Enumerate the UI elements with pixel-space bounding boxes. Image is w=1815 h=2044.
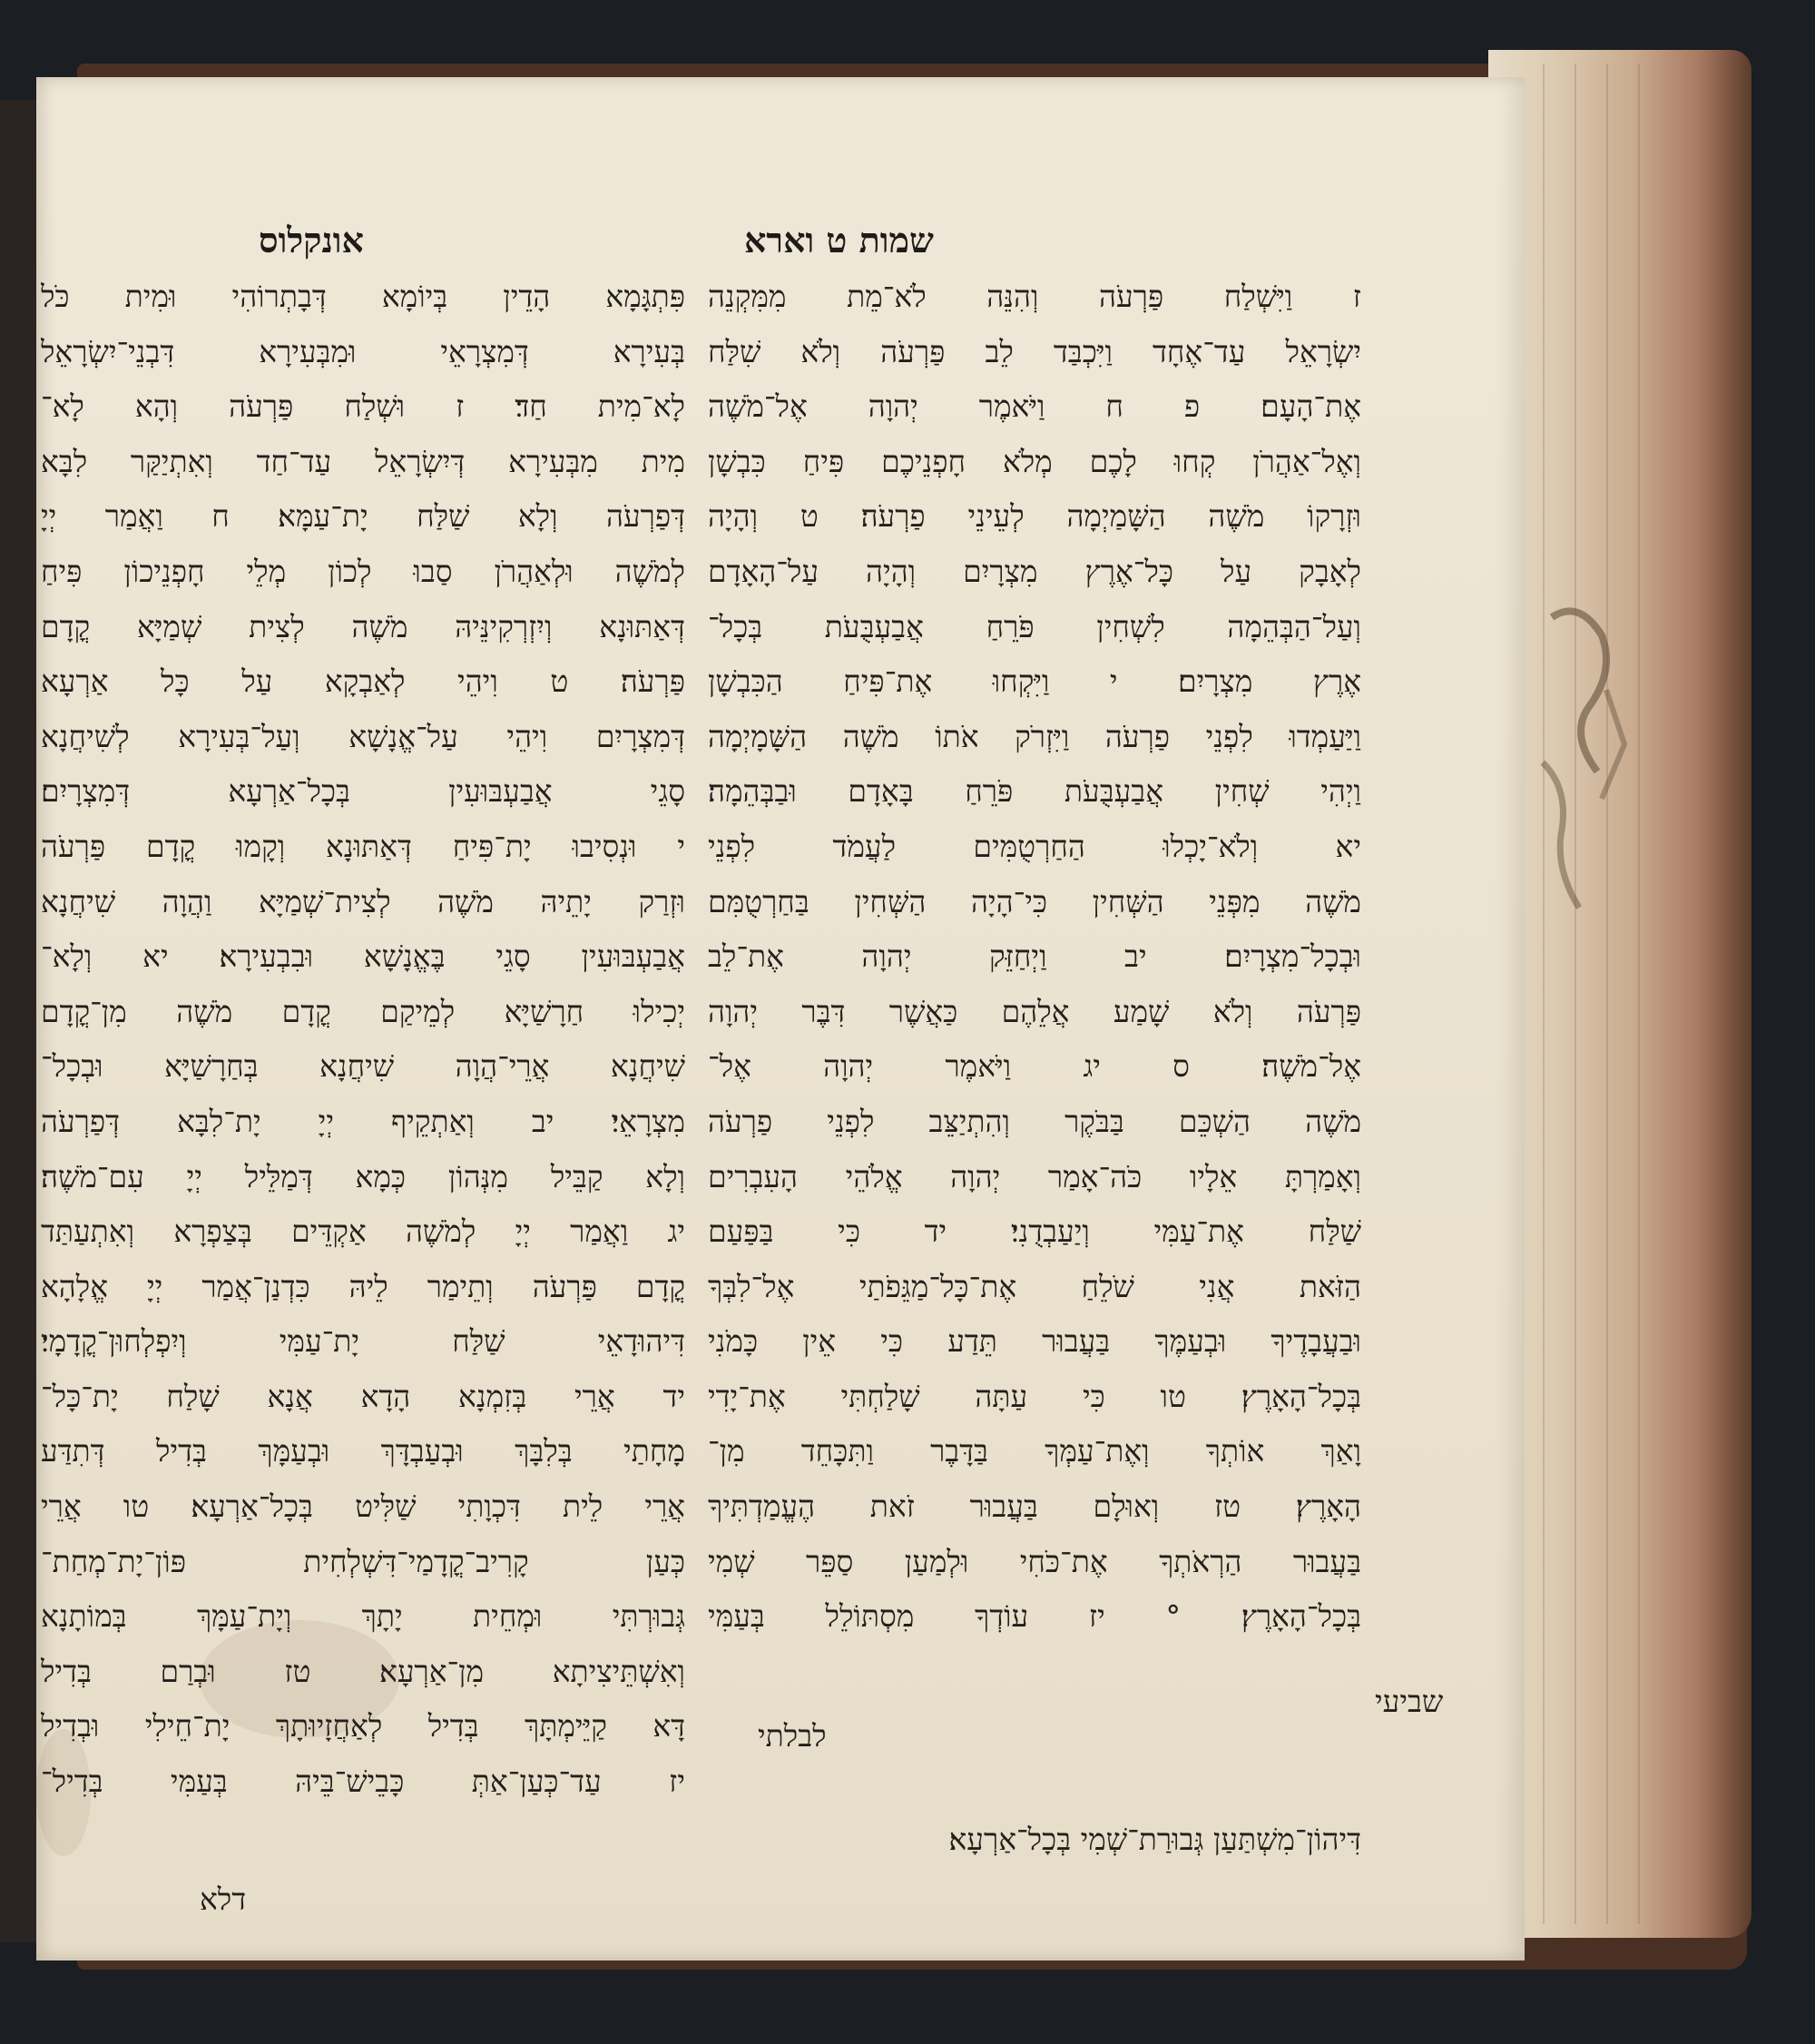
- onkelos-text-line: דְּפַרְעֹה וְלָא שַׁלַּח יָת־עַמָּא׃ ח וַאֲמַר יְיָ: [41, 498, 685, 535]
- torah-text-column: [708, 270, 1361, 1645]
- onkelos-continuation-line: דִּיהוֹן־מִשְׁתַּעַן גְּבוּרַת־שְׁמִי בְּכָל־אַרְעָא׃: [948, 1822, 1361, 1857]
- torah-text-line: מֹשֶׁה מִפְּנֵי הַשְּׁחִין כִּי־הָיָה הַשְּׁחִין בַּחַרְטֻמִּם: [708, 883, 1361, 919]
- onkelos-text-line: מִצְרָאֵי׃ יב וְאַתְקֵיף יְיָ יָת־לִבָּא דְּפַרְעֹה: [41, 1103, 685, 1139]
- torah-text-line: מֹשֶׁה הַשְׁכֵּם בַּבֹּקֶר וְהִתְיַצֵּב לִפְנֵי פַרְעֹה: [708, 1103, 1361, 1139]
- catchword-onkelos: דלא: [200, 1882, 247, 1917]
- torah-text-line: ז וַיִּשְׁלַח פַּרְעֹה וְהִנֵּה לֹא־מֵת מִמִּקְנֵה: [708, 279, 1361, 314]
- torah-text-line: וּזְרָקוֹ מֹשֶׁה הַשָּׁמַיְמָה לְעֵינֵי פַרְעֹה׃ ט וְהָיָה: [708, 498, 1361, 535]
- onkelos-text-line: מִית מִבְּעִירָא דְּיִשְׂרָאֵל עַד־חַד וְאִתְיַקַּר לִבָּא: [41, 443, 685, 479]
- torah-text-line: שַׁלַּח אֶת־עַמִּי וְיַעַבְדֻנִי׃ יד כִּי בַּפַּעַם: [708, 1214, 1361, 1250]
- onkelos-text-line: דָּא קַיֵּימְתָּךְ בְּדִיל לְאַחֲזָיוּתָךְ יָת־חֵילִי וּבְדִיל: [41, 1708, 685, 1744]
- onkelos-text-line: דִּיהוּדָאֵי שַׁלַּח יָת־עַמִּי וְיִפְלְחוּן־קֳדָמָי׃: [41, 1323, 685, 1360]
- torah-text-line: וּבְכָל־מִצְרָיִם׃ יב וַיְחַזֵּק יְהוָה אֶת־לֵב: [708, 938, 1361, 975]
- page-block-edge: [1488, 50, 1751, 1938]
- onkelos-text-line: דְּאַתּוּנָא וְיִזְרְקִינֵּיהּ מֹשֶׁה לְצִית שְׁמַיָּא קֳדָם: [41, 608, 685, 644]
- onkelos-text-line: וְאִשְׁתֵּיצִיתָא מִן־אַרְעָא׃ טז וּבְרַם בְּדִיל: [41, 1653, 685, 1689]
- onkelos-text-line: אֲבַעְבּוּעִין סָגֵי בֶּאֱנָשָׁא וּבִבְעִירָא׃ יא וְלָא־: [41, 938, 685, 975]
- onkelos-text-line: לְמֹשֶׁה וּלְאַהֲרֹן סַבוּ לְכוֹן מְלֵי חָפְנֵיכוֹן פִּיחַ: [41, 553, 685, 589]
- torah-text-line: פַּרְעֹה וְלֹא שָׁמַע אֲלֵהֶם כַּאֲשֶׁר דִּבֶּר יְהוָה: [708, 993, 1361, 1029]
- torah-text-line: וַיַּעַמְדוּ לִפְנֵי פַרְעֹה וַיִּזְרֹק אֹתוֹ מֹשֶׁה הַשָּׁמָיְמָה: [708, 718, 1361, 754]
- torah-text-line: בְּכָל־הָאָרֶץ׃ ° יז עוֹדְךָ מִסְתּוֹלֵל בְּעַמִּי: [708, 1598, 1361, 1635]
- onkelos-text-line: יְכִילוּ חַרָשַׁיָּא לְמֵיקַם קֳדָם מֹשֶׁה מִן־קֳדָם: [41, 993, 685, 1029]
- onkelos-text-line: פִּתְגָּמָא הָדֵין בְּיוֹמָא דְּבָתְרוֹהִי וּמִית כֹּל: [41, 279, 685, 314]
- onkelos-text-line: סָגֵי אֲבַעְבּוּעִין בְּכָל־אַרְעָא דְּמִצְרָיִם׃: [41, 773, 685, 810]
- torah-text-line: בַּעֲבוּר הַרְאֹתְךָ אֶת־כֹּחִי וּלְמַעַן סַפֵּר שְׁמִי: [708, 1543, 1361, 1579]
- onkelos-text-line: כְּעַן קָרִיב־קֳדָמַי־דִּשְׁלְחִית פּוֹן־יָת־מְחַת־: [41, 1543, 685, 1579]
- onkelos-text-line: דְּמִצְרָיִם וִיהֵי עַל־אֱנָשָׁא וְעַל־בְּעִירָא לְשִׁיחֲנָא: [41, 718, 685, 754]
- torah-text-line: הַזֹּאת אֲנִי שֹׁלֵחַ אֶת־כָּל־מַגֵּפֹתַי אֶל־לִבְּךָ: [708, 1268, 1361, 1304]
- onkelos-column: [41, 270, 685, 1810]
- torah-text-line: בְּכָל־הָאָרֶץ׃ טו כִּי עַתָּה שָׁלַחְתִּי אֶת־יָדִי: [708, 1378, 1361, 1414]
- onkelos-text-line: וְלָא קַבֵּיל מִנְּהוֹן כְּמָא דְּמַלֵּיל יְיָ עִם־מֹשֶׁה׃: [41, 1158, 685, 1194]
- torah-text-line: וַיְהִי שְׁחִין אֲבַעְבֻּעֹת פֹּרֵחַ בָּאָדָם וּבַבְּהֵמָה׃: [708, 773, 1361, 810]
- torah-text-line: אֶל־מֹשֶׁה׃ ס יג וַיֹּאמֶר יְהוָה אֶל־: [708, 1048, 1361, 1085]
- onkelos-text-line: גְּבוּרְתִּי וּמְחֵית יָתָךְ וְיָת־עַמָּךְ בְּמוֹתָנָא: [41, 1598, 685, 1635]
- onkelos-text-line: לָא־מִית חַד׃ ז וּשְׁלַח פַּרְעֹה וְהָא לָא־: [41, 388, 685, 425]
- onkelos-text-line: בְּעִירָא דְּמִצְרָאֵי וּמִבְּעִירָא דִּבְנֵי־יִשְׂרָאֵל: [41, 333, 685, 369]
- onkelos-text-line: פַּרְעֹה׃ ט וִיהֵי לְאַבְקָא עַל כָּל אַרְעָא: [41, 663, 685, 700]
- running-head-onkelos: אונקלוס: [259, 220, 364, 260]
- torah-text-line: הָאָרֶץ׃ טז וְאוּלָם בַּעֲבוּר זֹאת הֶעֱמַדְתִּיךָ: [708, 1489, 1361, 1525]
- torah-text-line: אֶת־הָעָם׃ פ ח וַיֹּאמֶר יְהוָה אֶל־מֹשֶׁה: [708, 388, 1361, 425]
- catchword-main: לבלתי: [758, 1718, 827, 1754]
- torah-text-line: וְאֶל־אַהֲרֹן קְחוּ לָכֶם מְלֹא חָפְנֵיכֶם פִּיחַ כִּבְשָׁן: [708, 443, 1361, 479]
- torah-text-line: יא וְלֹא־יָכְלוּ הַחַרְטֻמִּים לַעֲמֹד לִפְנֵי: [708, 828, 1361, 864]
- onkelos-text-line: יז עַד־כְּעַן־אַתְּ כָּבֵישׁ־בֵּיהּ בְּעַמִּי בְּדִיל־: [41, 1764, 685, 1800]
- torah-text-line: יִשְׂרָאֵל עַד־אֶחָד וַיִּכְבַּד לֵב פַּרְעֹה וְלֹא שִׁלַּח: [708, 333, 1361, 369]
- torah-text-line: וָאַךְ אוֹתְךָ וְאֶת־עַמְּךָ בַּדָּבֶר וַתִּכָּחֵד מִן־: [708, 1433, 1361, 1469]
- torah-text-line: וְאָמַרְתָּ אֵלָיו כֹּה־אָמַר יְהוָה אֱלֹהֵי הָעִבְרִים: [708, 1158, 1361, 1194]
- onkelos-text-line: וּזְרַק יָתֵיהּ מֹשֶׁה לְצִית־שְׁמַיָּא וַהֲוָה שִׁיחֲנָא: [41, 883, 685, 919]
- edge-line: [1606, 64, 1608, 1924]
- torah-text-line: וּבַעֲבָדֶיךָ וּבְעַמֶּךָ בַּעֲבוּר תֵּדַע כִּי אֵין כָּמֹנִי: [708, 1323, 1361, 1360]
- edge-line: [1543, 64, 1545, 1924]
- onkelos-text-line: מָחָתַי בְּלִבָּךְ וּבְעַבְדָּךְ וּבְעַמָּךְ בְּדִיל דְּתִדַּע: [41, 1433, 685, 1469]
- edge-line: [1638, 64, 1640, 1924]
- book-spine: [0, 100, 40, 1942]
- onkelos-text-line: שִׁיחֲנָא אֲרֵי־הֲוָה שִׁיחֲנָא בְּחַרָשַׁיָּא וּבְכָל־: [41, 1048, 685, 1085]
- onkelos-text-line: י וּנְסִיבוּ יָת־פִּיחַ דְּאַתּוּנָא וְקָמוּ קֳדָם פַּרְעֹה: [41, 828, 685, 864]
- book-page: [36, 77, 1525, 1960]
- onkelos-text-line: יד אֲרֵי בְּזִמְנָא הָדָא אֲנָא שָׁלַח יָת־כָּל־: [41, 1378, 685, 1414]
- onkelos-text-line: אֲרֵי לֵית דִּכְוָתִי שַׁלִּיט בְּכָל־אַרְעָא׃ טו אֲרֵי: [41, 1489, 685, 1525]
- running-head-book-parasha: שמות ט וארא: [744, 220, 934, 260]
- onkelos-text-line: יג וַאֲמַר יְיָ לְמֹשֶׁה אַקְדֵּים בְּצַפְרָא וְאִתְעַתַּד: [41, 1214, 685, 1250]
- torah-text-line: וְעַל־הַבְּהֵמָה לִשְׁחִין פֹּרֵחַ אֲבַעְבֻּעֹת בְּכָל־: [708, 608, 1361, 644]
- margin-aliyah-note: שביעי: [1375, 1684, 1444, 1719]
- torah-text-line: לְאָבָק עַל כָּל־אֶרֶץ מִצְרָיִם וְהָיָה עַל־הָאָדָם: [708, 553, 1361, 589]
- onkelos-text-line: קֳדָם פַּרְעֹה וְתֵימַר לֵיהּ כִּדְנַן־אֲמַר יְיָ אֱלָהָא: [41, 1268, 685, 1304]
- edge-line: [1575, 64, 1576, 1924]
- torah-text-line: אֶרֶץ מִצְרָיִם׃ י וַיִּקְחוּ אֶת־פִּיחַ הַכִּבְשָׁן: [708, 663, 1361, 700]
- ink-bleed-mark-icon: [1516, 581, 1643, 944]
